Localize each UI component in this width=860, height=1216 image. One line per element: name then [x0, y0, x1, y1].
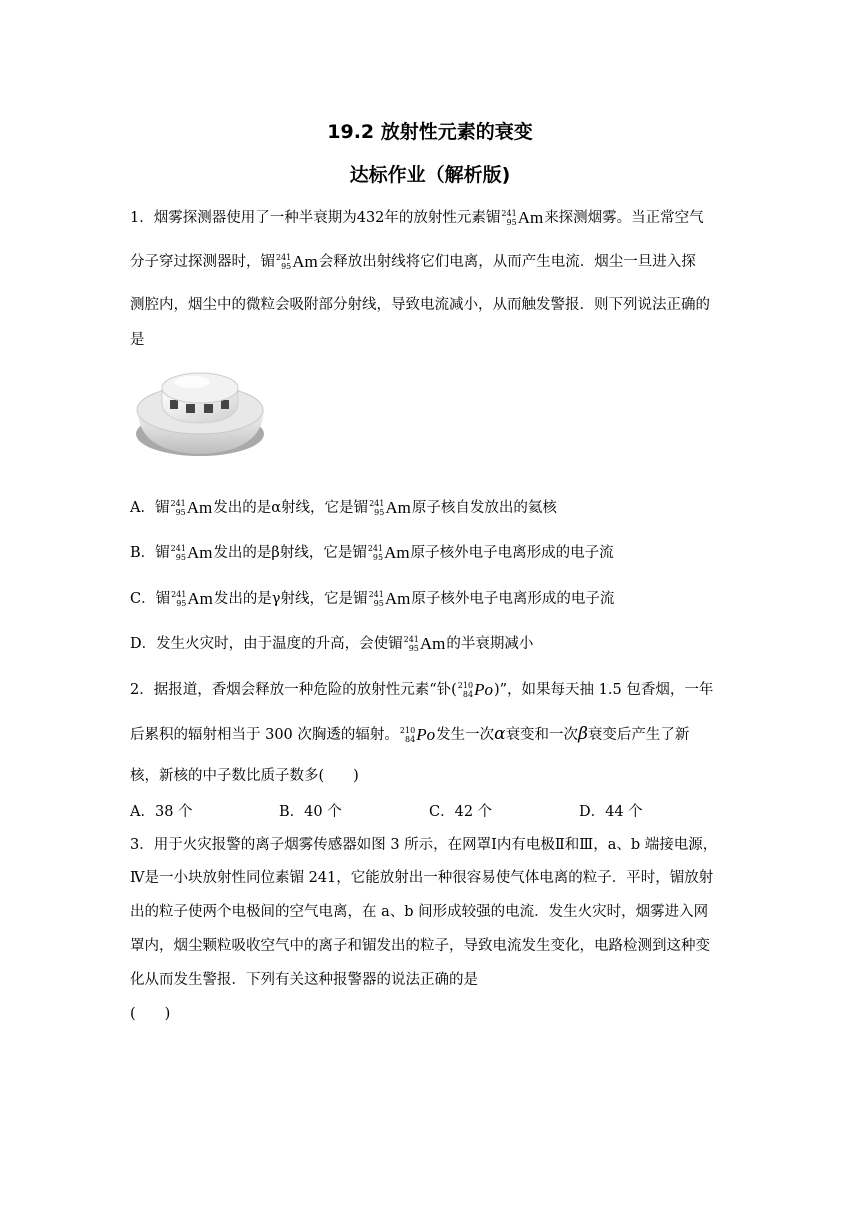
- q1-option-a: A．镅 241 95 Am发出的是α射线，它是镅 241 95 Am原子核自发放出的氦核: [130, 498, 557, 517]
- q1-line-3: 测腔内，烟尘中的微粒会吸附部分射线，导致电流减小，从而触发警报．则下列说法正确的: [130, 297, 710, 313]
- q3-line-6: ( ): [130, 1006, 171, 1022]
- q1-option-b: B．镅 241 95 Am发出的是β射线，它是镅 241 95 Am原子核外电子电离形成的电子流: [130, 543, 614, 562]
- q1-option-d: D．发生火灾时，由于温度的升高，会使镅 241 95 Am的半衰期减小: [130, 634, 534, 653]
- isotope-po210: 210 84 Po: [457, 680, 493, 699]
- isotope-po210: 210 84 Po: [399, 725, 436, 744]
- q3-line-1: 3．用于火灾报警的离子烟雾传感器如图 3 所示，在网罩Ⅰ内有电极Ⅱ和Ⅲ，a、b 端接电源，: [130, 837, 718, 853]
- q1-text: 分子穿过探测器时，镅: [130, 254, 275, 270]
- isotope-am241: 241 95 Am: [276, 252, 318, 271]
- smoke-detector-image: [134, 360, 270, 460]
- q3-line-5: 化从而发生警报．下列有关这种报警器的说法正确的是: [130, 972, 478, 988]
- q2-option-b: B．40 个: [279, 804, 342, 820]
- q1-text: 1．烟雾探测器使用了一种半衰期为432年的放射性元素镅: [130, 210, 501, 226]
- q1-line-4: 是: [130, 332, 145, 348]
- q2-line-1: 2．据报道，香烟会释放一种危险的放射性元素“钋( 210 84 Po)”，如果每天抽 1.5 包香烟，一年: [130, 680, 714, 699]
- q3-line-2: Ⅳ是一小块放射性同位素镅 241，它能放射出一种很容易使气体电离的粒子．平时，镅放射: [130, 870, 714, 886]
- q2-option-c: C．42 个: [429, 804, 493, 820]
- q2-option-d: D．44 个: [579, 804, 643, 820]
- beta-symbol: β: [578, 724, 588, 744]
- q1-option-c: C．镅 241 95 Am发出的是γ射线，它是镅 241 95 Am原子核外电子电离形成的电子流: [130, 589, 615, 608]
- q2-line-3: 核，新核的中子数比质子数多( ): [130, 768, 359, 784]
- page-subtitle: 达标作业（解析版): [349, 164, 511, 186]
- q3-line-4: 罩内，烟尘颗粒吸收空气中的离子和镅发出的粒子，导致电流发生变化，电路检测到这种变: [130, 938, 710, 954]
- q1-text: 来探测烟雾。当正常空气: [544, 210, 704, 226]
- q1-text: 会释放出射线将它们电离，从而产生电流．烟尘一旦进入探: [318, 254, 696, 270]
- q1-line-2: [130, 250, 740, 272]
- q2-option-a: A．38 个: [130, 804, 193, 820]
- q1-line-1: [130, 206, 740, 228]
- isotope-am241: 241 95 Am: [501, 208, 544, 227]
- page-title: 19.2 放射性元素的衰变: [327, 121, 533, 143]
- q2-line-2: 后累积的辐射相当于 300 次胸透的辐射。 210 84 Po发生一次α衰变和一次β衰变后产生了新: [130, 724, 690, 744]
- alpha-symbol: α: [494, 724, 506, 744]
- q3-line-3: 出的粒子使两个电极间的空气电离，在 a、b 间形成较强的电流．发生火灾时，烟雾进入网: [130, 904, 709, 920]
